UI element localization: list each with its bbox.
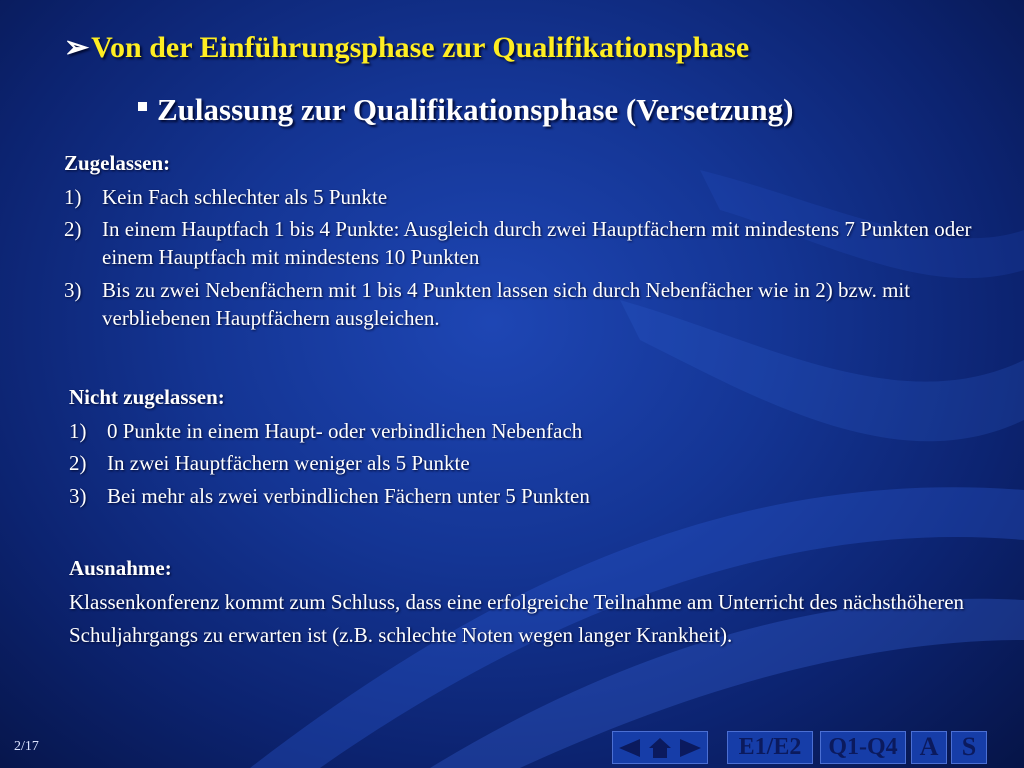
square-bullet-icon	[138, 102, 147, 111]
nav-q1q4-button[interactable]: Q1-Q4	[820, 731, 906, 764]
home-icon[interactable]	[648, 736, 672, 760]
ausnahme-text: Klassenkonferenz kommt zum Schluss, dass eine erfolgreiche Teilnahme am Unterricht des nächsthöheren Schuljahrgangs zu erwarten ist (z.B. schlechte Noten wegen langer Krankheit).	[69, 589, 965, 648]
zugelassen-heading: Zugelassen:	[64, 151, 171, 175]
slide-subtitle-text: Zulassung zur Qualifikationsphase (Versetzung)	[157, 92, 794, 127]
list-item	[69, 418, 989, 446]
list-item	[64, 184, 984, 212]
nicht-zugelassen-section	[69, 384, 989, 516]
list-item	[64, 277, 984, 332]
nav-s-button[interactable]: S	[951, 731, 987, 764]
arrow-bullet-icon: ➢	[64, 31, 90, 64]
list-item	[69, 483, 989, 511]
list-number: 1)	[64, 184, 82, 209]
nav-e1e2-button[interactable]: E1/E2	[727, 731, 813, 764]
list-text: Kein Fach schlechter als 5 Punkte	[102, 184, 388, 209]
list-item	[64, 216, 984, 271]
list-text: Bis zu zwei Nebenfächern mit 1 bis 4 Punkten lassen sich durch Nebenfächer wie in 2) bzw. mit verbliebenen Hauptfächern ausgleichen.	[102, 277, 911, 330]
ausnahme-heading: Ausnahme:	[69, 556, 172, 580]
arrow-right-icon[interactable]	[678, 737, 704, 759]
list-text: In zwei Hauptfächern weniger als 5 Punkte	[107, 451, 470, 476]
list-number: 1)	[69, 418, 87, 443]
nav-a-button[interactable]: A	[911, 731, 947, 764]
slide-title-text: Von der Einführungsphase zur Qualifikationsphase	[91, 31, 750, 64]
list-item	[69, 450, 989, 478]
list-number: 2)	[64, 217, 82, 242]
list-number: 2)	[69, 451, 87, 476]
slide-subtitle	[138, 92, 793, 128]
list-text: In einem Hauptfach 1 bis 4 Punkte: Ausgleich durch zwei Hauptfächern mit mindestens 7 Punkten oder einem Hauptfach mit mindestens 10 Punkten	[102, 217, 972, 270]
zugelassen-section	[64, 150, 984, 337]
nav-arrows	[612, 731, 708, 764]
arrow-left-icon[interactable]	[616, 737, 642, 759]
page-number: 2/17	[14, 739, 39, 754]
ausnahme-section	[69, 552, 1014, 653]
list-number: 3)	[64, 277, 82, 302]
nicht-zugelassen-heading: Nicht zugelassen:	[69, 385, 225, 409]
slide-title	[64, 30, 749, 65]
list-text: 0 Punkte in einem Haupt- oder verbindlichen Nebenfach	[107, 418, 583, 443]
list-text: Bei mehr als zwei verbindlichen Fächern unter 5 Punkten	[107, 484, 590, 509]
list-number: 3)	[69, 484, 87, 509]
